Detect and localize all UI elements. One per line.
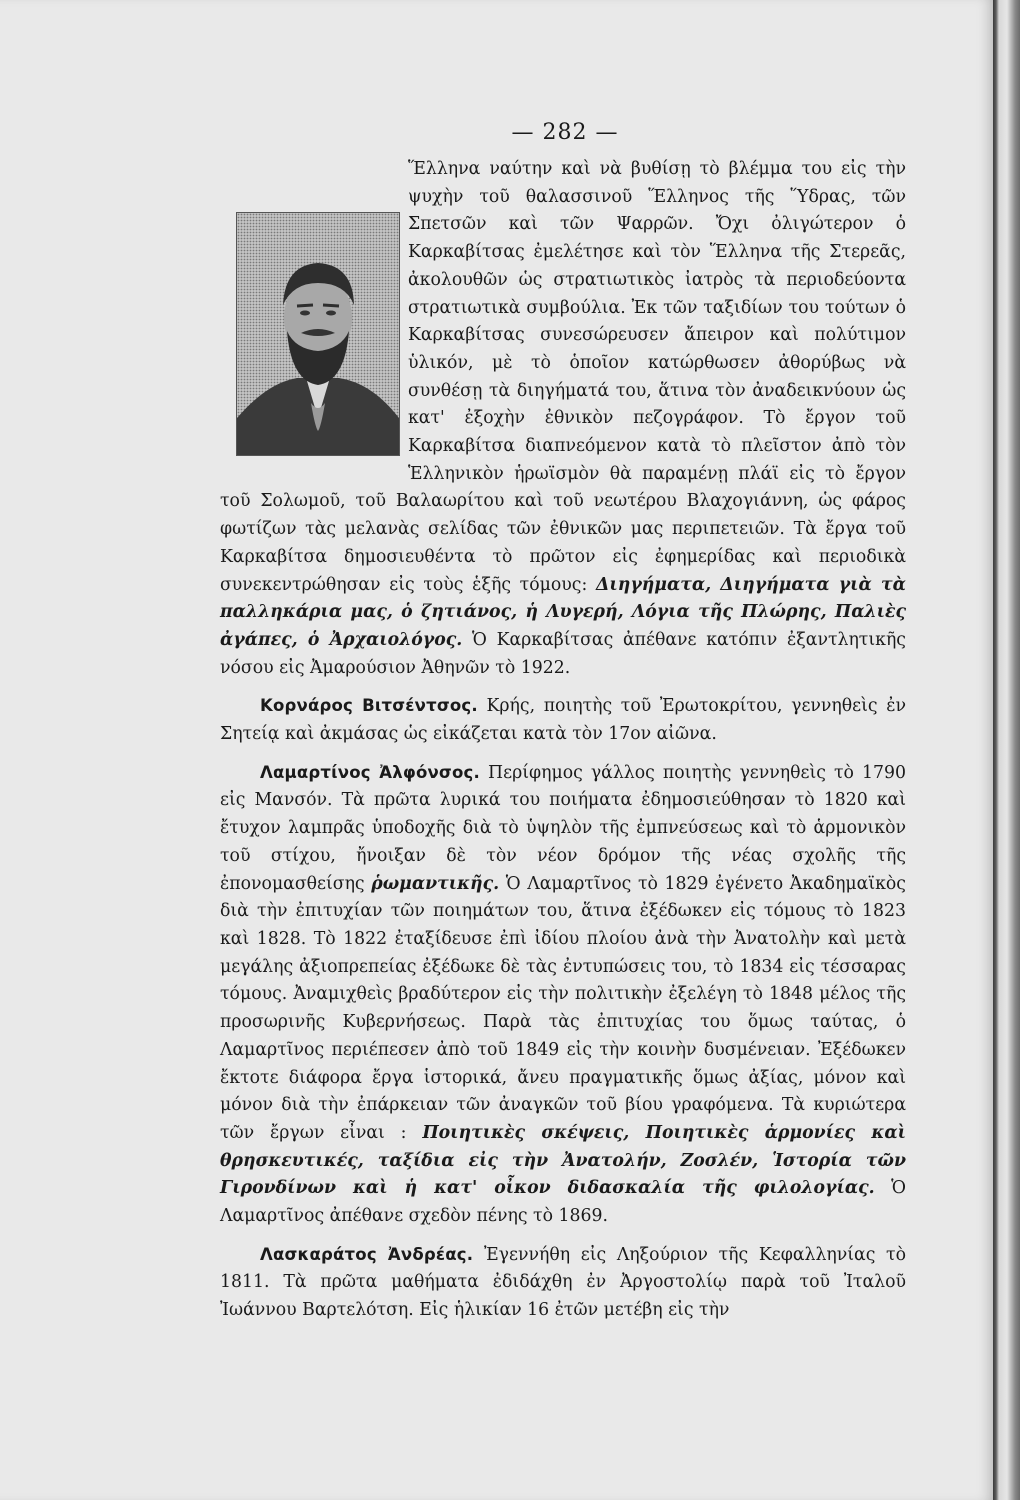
laskaratos-headword: Λασκαράτος Ἀνδρέας. bbox=[260, 1244, 474, 1264]
lamartine-works: Ποιητικὲς σκέψεις, Ποιητικὲς ἁρμονίες καὶ θρησκευτικές, ταξίδια εἰς τὴν Ἀνατολήν, Ζοσλέν, Ἱστορία τῶν Γιρονδίνων καὶ ἡ κατ' οἶκον διδασκαλία τῆς φιλολογίας. bbox=[220, 1122, 907, 1199]
karkavitsas-text: Ἕλληνα ναύτην καὶ νὰ βυθίσῃ τὸ βλέμμα του εἰς τὴν ψυχὴν τοῦ θαλασσινοῦ Ἕλληνος τῆς Ὕδρας, τῶν Σπετσῶν καὶ τῶν Ψαρρῶν. Ὄχι ὀλιγώτερον ὁ Καρκαβίτσας ἐμελέτησε καὶ τὸν Ἕλληνα τῆς Στερεᾶς, ἀκολουθῶν ὡς στρατιωτικὸς ἰατρὸς τὰ περιοδεύοντα στρατιωτικὰ συμβούλια. Ἐκ τῶν ταξιδίων του τούτων ὁ Καρκαβίτσας συνεσώρευσεν ἄπειρον καὶ πολύτιμον ὑλικόν, μὲ τὸ ὁποῖον κατώρθωσεν ἀθορύβως νὰ συνθέσῃ τὰ διηγήματά του, ἅτινα τὸν ἀναδεικνύουν ὡς κατ' ἐξοχὴν ἐθνικὸν πεζογράφον. Τὸ ἔργον τοῦ Καρκαβίτσα διαπνεόμενον κατὰ τὸ πλεῖστον ἀπὸ τὸν Ἑλληνικὸν ἡρωϊσμὸν θὰ παραμένῃ πλάϊ εἰς τὸ ἔργον τοῦ Σολωμοῦ, τοῦ Βαλαωρίτου καὶ τοῦ νεωτέρου Βλαχογιάννη, ὡς φάρος φωτίζων τὰς μελανὰς σελίδας τῶν ἐθνικῶν μας περιπετειῶν. Τὰ ἔργα τοῦ Καρκαβίτσα δημοσιευθέντα τὸ πρῶτον εἰς ἐφημερίδας καὶ περιοδικὰ συνεκεντρώθησαν εἰς τοὺς ἑξῆς τόμους: bbox=[220, 159, 906, 595]
kornaros-headword: Κορνάρος Βιτσέντσος. bbox=[260, 696, 478, 716]
lamartine-headword: Λαμαρτίνος Ἀλφόνσος. bbox=[260, 762, 480, 782]
page-number: — 282 — bbox=[511, 120, 619, 145]
entry-lamartine bbox=[220, 759, 906, 1231]
karkavitsas-death: Ὁ Καρκαβίτσας ἀπέθανε κατόπιν ἐξαντλητικῆς νόσου εἰς Ἀμαρούσιον Ἀθηνῶν τὸ 1922. bbox=[220, 629, 906, 678]
lamartine-text-1: Περίφημος γάλλος ποιητὴς γεννηθεὶς τὸ 1790 εἰς Μανσόν. Τὰ πρῶτα λυρικά του ποιήματα ἐδημοσιεύθησαν τὸ 1820 καὶ ἔτυχον λαμπρᾶς ὑποδοχῆς διὰ τὸ ὑψηλὸν τῆς ἐμπνεύσεως καὶ τὸ ἁρμονικὸν τοῦ στίχου, ἤνοιξαν δὲ τὸν νέον δρόμον τῆς νέας σχολῆς τῆς ἐπονομασθείσης bbox=[220, 762, 906, 894]
page-body bbox=[220, 156, 906, 1325]
lamartine-text-2: Ὁ Λαμαρτῖνος τὸ 1829 ἐγένετο Ἀκαδημαϊκὸς διὰ τὴν ἐπιτυχίαν τῶν ποιημάτων του, ἅτινα ἐξέδωκεν εἰς τόμους τὸ 1823 καὶ 1828. Τὸ 1822 ἐταξίδευσε ἐπὶ ἰδίου πλοίου ἀνὰ τὴν Ἀνατολὴν καὶ μετὰ μεγάλης ἀξιοπρεπείας ἐξέδωκε δὲ τὰς ἐντυπώσεις του, τὸ 1834 εἰς τέσσαρας τόμους. Ἀναμιχθεὶς βραδύτερον εἰς τὴν πολιτικὴν ἐξελέγη τὸ 1848 μέλος τῆς προσωρινῆς Κυβερνήσεως. Παρὰ τὰς ἐπιτυχίας του ὅμως ταύτας, ὁ Λαμαρτῖνος περιέπεσεν ἀπὸ τοῦ 1849 εἰς τὴν κοινὴν δυσμένειαν. Ἐξέδωκεν ἔκτοτε διάφορα ἔργα ἱστορικά, ἄνευ πραγματικῆς ὅμως ἀξίας, μόνον καὶ μόνον διὰ τὴν ἐπάρκειαν τῶν ἀναγκῶν τοῦ βίου γραφόμενα. Τὰ κυριώτερα τῶν ἔργων εἶναι : bbox=[220, 873, 906, 1143]
laskaratos-text: Ἐγεννήθη εἰς Ληξούριον τῆς Κεφαλληνίας τὸ 1811. Τὰ πρῶτα μαθήματα ἐδιδάχθη ἐν Ἀργοστολίῳ παρὰ τοῦ Ἰταλοῦ Ἰωάννου Βαρτελότση. Εἰς ἡλικίαν 16 ἐτῶν μετέβη εἰς τὴν bbox=[220, 1244, 907, 1321]
book-gutter bbox=[993, 0, 1020, 1500]
lamartine-romantic: ῥωμαντικῆς. bbox=[371, 873, 500, 894]
karkavitsas-works: Διηγήματα, Διηγήματα γιὰ τὰ παλληκάρια μας, ὁ ζητιάνος, ἡ Λυγερή, Λόγια τῆς Πλώρης, Παλιὲς ἀγάπες, ὁ Ἀρχαιολόγος. bbox=[220, 574, 906, 650]
entry-karkavitsas bbox=[220, 156, 906, 682]
lamartine-text-3: Ὁ Λαμαρτῖνος ἀπέθανε σχεδὸν πένης τὸ 1869. bbox=[220, 1178, 906, 1227]
kornaros-text: Κρής, ποιητὴς τοῦ Ἐρωτοκρίτου, γεννηθεὶς ἐν Σητείᾳ καὶ ἀκμάσας ὡς εἰκάζεται κατὰ τὸν 17ον αἰῶνα. bbox=[220, 696, 906, 745]
portrait-image bbox=[236, 212, 400, 456]
entry-laskaratos bbox=[220, 1241, 906, 1325]
portrait-engraving-icon bbox=[237, 213, 399, 455]
entry-kornaros bbox=[220, 692, 906, 748]
